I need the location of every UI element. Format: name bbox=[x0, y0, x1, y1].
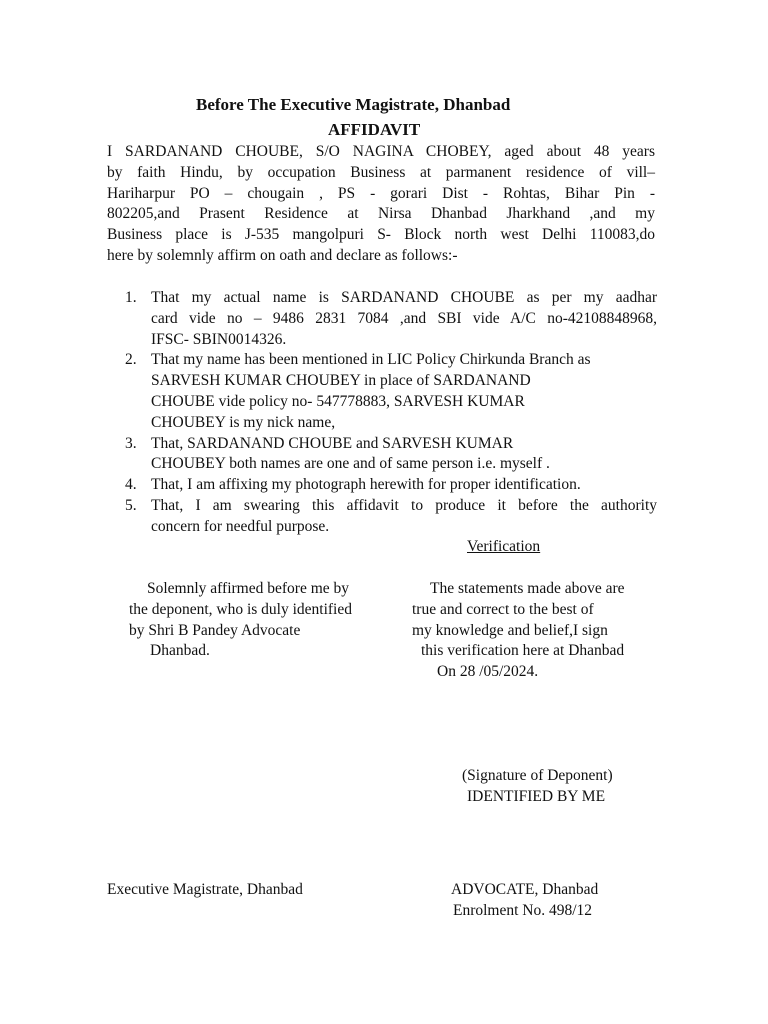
list-number: 3. bbox=[125, 434, 137, 452]
list-line: That, SARDANAND CHOUBE and SARVESH KUMAR bbox=[151, 434, 514, 452]
statement-line: this verification here at Dhanbad bbox=[421, 642, 625, 659]
deponent-signature-label: (Signature of Deponent) bbox=[462, 767, 613, 784]
list-item bbox=[125, 350, 657, 433]
advocate-label: ADVOCATE, Dhanbad bbox=[451, 881, 599, 898]
list-item bbox=[125, 496, 657, 538]
list-line: SARVESH KUMAR CHOUBEY in place of SARDANAND bbox=[151, 372, 531, 390]
statement-line: On 28 /05/2024. bbox=[437, 663, 539, 680]
statement-line: The statements made above are bbox=[430, 580, 625, 597]
verification-heading: Verification bbox=[467, 538, 541, 555]
affirmation-line: by Shri B Pandey Advocate bbox=[129, 622, 301, 639]
list-line: CHOUBEY is my nick name, bbox=[151, 413, 336, 431]
list-line: card vide no – 9486 2831 7084 ,and SBI vide A/C no-42108848968, bbox=[151, 309, 657, 327]
intro-line: Hariharpur PO – chougain , PS - gorari Dist - Rohtas, Bihar Pin - bbox=[107, 184, 655, 202]
list-line: CHOUBE vide policy no- 547778883, SARVESH KUMAR bbox=[151, 392, 525, 410]
list-line: That, I am affixing my photograph herewith for proper identification. bbox=[151, 476, 581, 494]
intro-line: here by solemnly affirm on oath and declare as follows:- bbox=[107, 246, 458, 264]
statement-line: my knowledge and belief,I sign bbox=[412, 622, 608, 639]
list-line: CHOUBEY both names are one and of same person i.e. myself . bbox=[151, 455, 550, 473]
statement-line: true and correct to the best of bbox=[412, 601, 594, 618]
magistrate-label: Executive Magistrate, Dhanbad bbox=[107, 881, 303, 898]
document-subtitle: AFFIDAVIT bbox=[328, 120, 421, 139]
list-line: concern for needful purpose. bbox=[151, 517, 330, 535]
intro-line: I SARDANAND CHOUBE, S/O NAGINA CHOBEY, aged about 48 years bbox=[107, 143, 655, 160]
list-item bbox=[125, 434, 657, 476]
document-title: Before The Executive Magistrate, Dhanbad bbox=[196, 95, 511, 114]
list-number: 1. bbox=[125, 289, 137, 306]
list-line: That, I am swearing this affidavit to produce it before the authority bbox=[151, 496, 657, 514]
identified-by-label: IDENTIFIED BY ME bbox=[467, 788, 606, 805]
list-number: 2. bbox=[125, 351, 137, 369]
list-line: That my actual name is SARDANAND CHOUBE as per my aadhar bbox=[151, 289, 657, 306]
list-number: 5. bbox=[125, 496, 137, 514]
intro-line: by faith Hindu, by occupation Business at parmanent residence of vill– bbox=[107, 163, 655, 181]
affirmation-line: Solemnly affirmed before me by bbox=[147, 580, 350, 597]
affirmation-line: the deponent, who is duly identified bbox=[129, 601, 352, 618]
list-line: That my name has been mentioned in LIC Policy Chirkunda Branch as bbox=[151, 351, 591, 369]
enrolment-number: Enrolment No. 498/12 bbox=[453, 902, 593, 919]
intro-line: 802205,and Prasent Residence at Nirsa Dhanbad Jharkhand ,and my bbox=[107, 205, 655, 223]
affirmation-line: Dhanbad. bbox=[150, 642, 210, 659]
list-item bbox=[125, 288, 657, 350]
list-number: 4. bbox=[125, 476, 137, 494]
intro-paragraph bbox=[107, 142, 655, 267]
declaration-list bbox=[125, 288, 657, 538]
list-line: IFSC- SBIN0014326. bbox=[151, 330, 287, 348]
list-item bbox=[125, 475, 657, 496]
intro-line: Business place is J-535 mangolpuri S- Block north west Delhi 110083,do bbox=[107, 226, 655, 244]
